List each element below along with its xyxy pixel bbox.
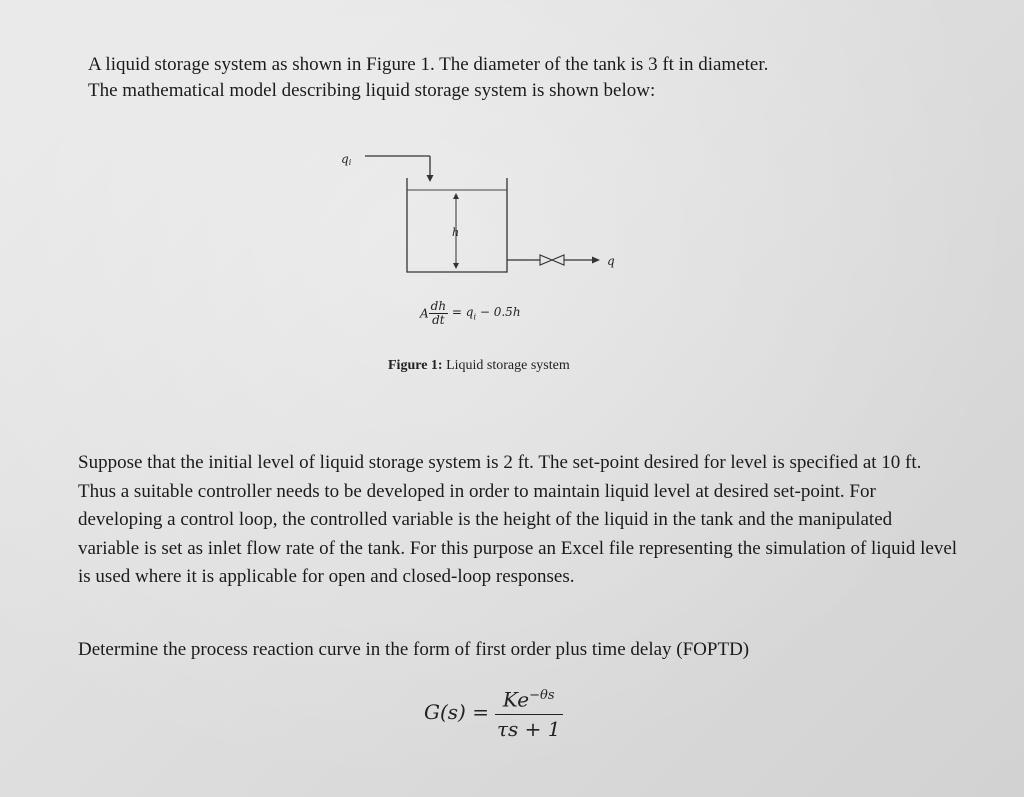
height-arrow-up: [453, 193, 459, 199]
height-arrow-down: [453, 263, 459, 269]
caption-label: Figure 1:: [388, 358, 443, 373]
inlet-arrow: [427, 175, 434, 182]
figure-caption: [388, 358, 570, 374]
task-statement: Determine the process reaction curve in the form of first order plus time delay (FOPTD): [78, 639, 750, 660]
eq-coef: A: [420, 306, 429, 321]
inlet-label: qi: [341, 152, 352, 167]
eq-rhs: = $q_i - 0.5h$: [451, 305, 521, 322]
caption-text: Liquid storage system: [442, 358, 570, 373]
eq-derivative: $\frac{dh}{dt}$: [430, 299, 447, 327]
outlet-arrow: [592, 257, 600, 264]
intro-paragraph: [88, 52, 948, 104]
tf-lhs: G(s) =: [424, 700, 489, 725]
tf-fraction: $\frac{Ke^{-\theta s}}{\tau s + 1}$: [495, 682, 563, 743]
transfer-function: [424, 682, 563, 743]
valve-icon-b: [552, 255, 564, 265]
model-equation: [420, 300, 521, 327]
intro-line-1: A liquid storage system as shown in Figure 1. The diameter of the tank is 3 ft in diameter.: [88, 54, 769, 75]
body-paragraph: Suppose that the initial level of liquid storage system is 2 ft. The set-point desired for level is specified at 10 ft. Thus a suitable controller needs to be developed in order to maintain liquid level at desired set-point. For developing a control loop, the controlled variable is the height of the liquid in the tank and the manipulated variable is set as inlet flow rate of the tank. For this purpose an Excel file representing the simulation of liquid level is used where it is applicable for open and closed-loop responses.: [78, 452, 958, 588]
height-label: h: [452, 226, 460, 239]
valve-icon: [540, 255, 552, 265]
tank-walls: [407, 178, 507, 272]
outlet-label: q: [607, 254, 615, 268]
intro-line-2: The mathematical model describing liquid storage system is shown below:: [88, 80, 656, 101]
